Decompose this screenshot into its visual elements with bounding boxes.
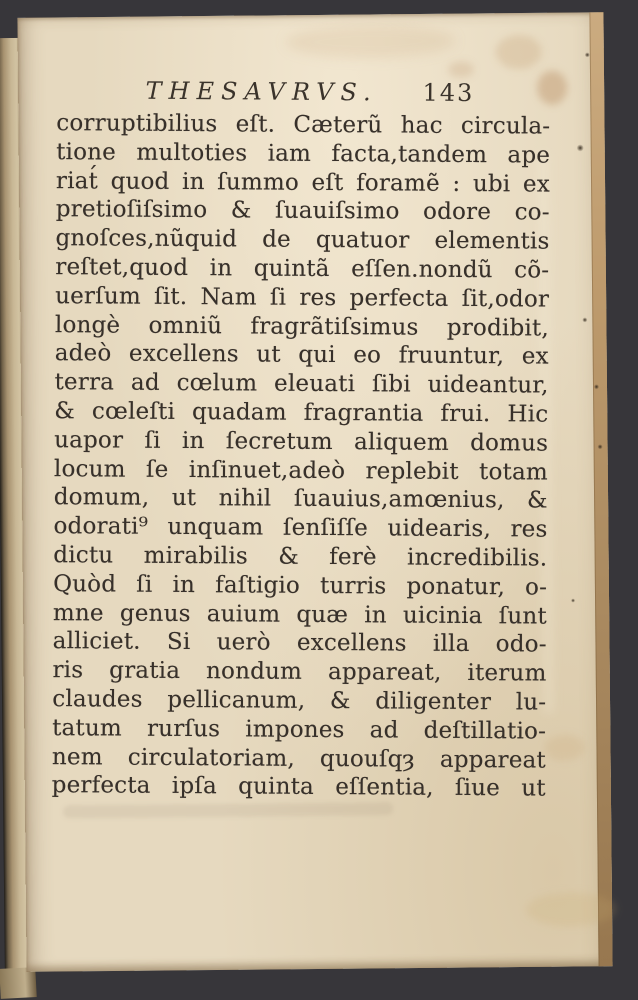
text-line: adeò excellens ut qui eo fruuntur, ex	[54, 340, 549, 370]
text-line: nem circulatoriam, quouſqȝ appareat	[51, 743, 547, 774]
text-line: corruptibilius eſt. Cæterũ hac circula-	[56, 110, 551, 140]
text-line: pretioſiſsimo & ſuauiſsimo odore co-	[55, 196, 550, 226]
text-line: claudes pellicanum, & diligenter lu-	[52, 686, 547, 716]
printed-content	[12, 17, 605, 975]
body-text	[52, 109, 551, 804]
text-line: terra ad cœlum eleuati ſibi uideantur,	[54, 369, 549, 399]
text-line: riat́ quod in ſummo eſt foramẽ : ubi ex	[55, 167, 551, 198]
text-line: gnoſces,nũquid de quatuor elementis	[55, 225, 550, 255]
text-line: Quòd ſi in faſtigio turris ponatur, o-	[53, 570, 548, 601]
text-line: uapor ſi in ſecretum aliquem domus	[54, 426, 549, 457]
text-line: domum, ut nihil ſuauius,amœnius, &	[53, 484, 548, 514]
text-line: alliciet. Si uerò excellens illa odo-	[52, 628, 547, 658]
page-number: 143	[422, 78, 475, 108]
text-line: mne genus auium quæ in uicinia ſunt	[52, 599, 548, 630]
text-line: locum ſe inſinuet,adeò replebit totam	[53, 455, 549, 486]
text-line: perfecta ipſa quinta eſſentia, ſiue ut	[51, 772, 546, 802]
page-edge-bottom-left	[0, 967, 37, 999]
page-header	[18, 76, 604, 110]
text-line: & cœleſti quadam fragrantia frui. Hic	[54, 398, 549, 428]
running-title: THESAVRVS.	[145, 76, 378, 107]
text-line: ris gratia nondum appareat, iterum	[52, 657, 547, 687]
text-line: reſtet,quod in quintã eſſen.nondũ cõ-	[55, 254, 550, 284]
text-line: uerſum ſit. Nam ſi res perfecta ſit,odor	[55, 282, 550, 313]
text-line: tione multoties iam facta,tandem ape	[56, 138, 551, 169]
text-line: tatum rurſus impones ad deſtillatio-	[52, 714, 547, 745]
text-line: odorati⁹ unquam ſenſiſſe uidearis, res	[53, 513, 548, 543]
book-page	[17, 12, 612, 972]
text-line: longè omniũ fragrãtiſsimus prodibit,	[54, 311, 550, 342]
text-line: dictu mirabilis & ferè incredibilis.	[53, 542, 548, 572]
